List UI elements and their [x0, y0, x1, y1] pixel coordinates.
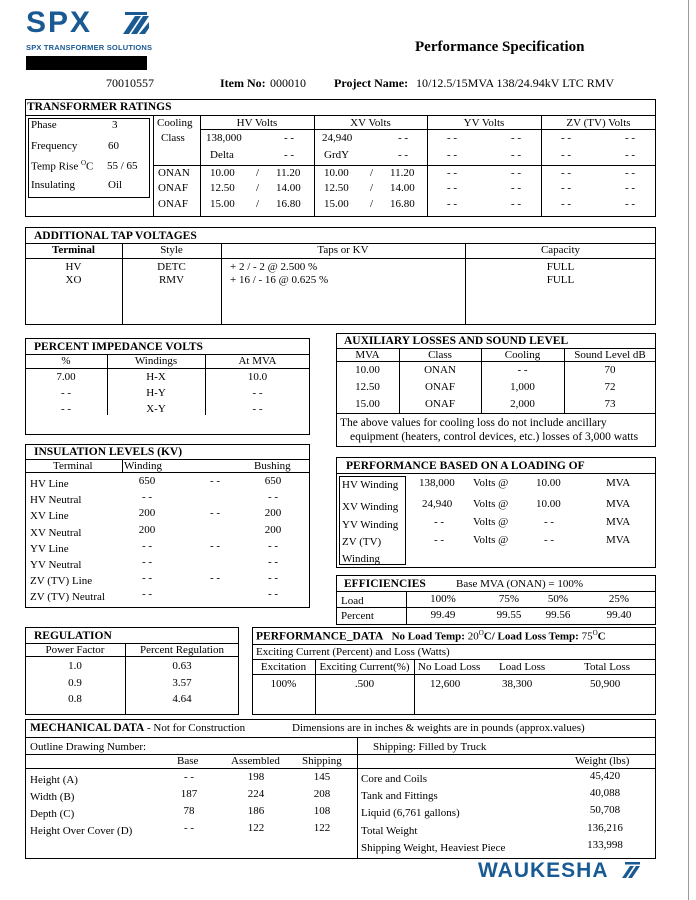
- phase-value: 3: [112, 119, 118, 131]
- aux-class-header: Class: [428, 349, 452, 361]
- eff-value: 99.40: [606, 609, 632, 621]
- hv-volts-header: HV Volts: [236, 117, 278, 129]
- aux-sound-header: Sound Level dB: [574, 349, 646, 361]
- frequency-label: Frequency: [31, 140, 78, 152]
- mech-base-header: Base: [177, 755, 199, 767]
- item-number: 000010: [270, 76, 306, 90]
- yv-volts-header: YV Volts: [463, 117, 505, 129]
- load-loss-value: 38,300: [502, 678, 533, 690]
- xv-volts-header: XV Volts: [350, 117, 391, 129]
- tap-voltages-title: ADDITIONAL TAP VOLTAGES: [34, 230, 197, 242]
- shipping-method: Shipping: Filled by Truck: [373, 741, 487, 753]
- efficiencies-base: Base MVA (ONAN) = 100%: [456, 578, 583, 590]
- aux-mva-header: MVA: [355, 349, 380, 361]
- regulation-title: REGULATION: [34, 630, 112, 642]
- eff-load: 50%: [547, 593, 569, 605]
- efficiencies-load-label: Load: [341, 595, 364, 607]
- project-name: 10/12.5/15MVA 138/24.94kV LTC RMV: [416, 76, 615, 90]
- aux-note-line2: equipment (heaters, control devices, etc.) losses of 3,000 watts: [350, 431, 639, 443]
- tap-terminal-header: Terminal: [52, 244, 95, 256]
- no-load-loss-value: 12,600: [430, 678, 461, 690]
- cooling-header: Cooling: [157, 117, 193, 129]
- mech-assembled-header: Assembled: [231, 755, 280, 767]
- loading-winding-cont: Winding: [342, 553, 381, 565]
- aux-losses-title: AUXILIARY LOSSES AND SOUND LEVEL: [344, 335, 569, 347]
- outline-drawing-label: Outline Drawing Number:: [30, 741, 147, 753]
- tap-taps-header: Taps or KV: [317, 244, 369, 256]
- waukesha-logo: WAUKESHA: [478, 859, 609, 882]
- eff-load: 25%: [608, 593, 630, 605]
- insulation-terminal-header: Terminal: [53, 460, 93, 472]
- aux-cooling-header: Cooling: [504, 349, 541, 361]
- spx-logo-mark-icon: [121, 10, 149, 36]
- hv-volts-value: 138,000: [206, 132, 242, 144]
- doc-number: 70010557: [106, 76, 154, 90]
- spx-logo: SPX: [26, 6, 93, 39]
- page-title: Performance Specification: [415, 39, 585, 55]
- performance-data-title: PERFORMANCE_DATA No Load Temp: $20^OC/$ Load Loss Temp: $75^OC$: [256, 629, 606, 643]
- spx-logo-subtitle: SPX TRANSFORMER SOLUTIONS: [26, 43, 153, 52]
- eff-load: 100%: [430, 593, 456, 605]
- tap-style-header: Style: [160, 244, 183, 256]
- mechanical-data-title: MECHANICAL DATA - Not for Construction: [30, 722, 246, 734]
- efficiencies-title: EFFICIENCIES: [344, 578, 426, 590]
- regulation-pr-header: Percent Regulation: [139, 644, 224, 656]
- excitation-header: Excitation: [260, 661, 307, 673]
- efficiencies-percent-label: Percent: [341, 610, 374, 622]
- aux-note-line1: The above values for cooling loss do not include ancillary: [340, 417, 607, 429]
- mechanical-dims-note: Dimensions are in inches & weights are in pounds (approx.values): [292, 722, 585, 734]
- transformer-ratings-title: TRANSFORMER RATINGS: [27, 101, 172, 113]
- insulating-label: Insulating: [31, 179, 75, 191]
- total-loss-header: Total Loss: [584, 661, 630, 673]
- impedance-windings-header: Windings: [134, 355, 178, 367]
- load-loss-header: Load Loss: [499, 661, 546, 673]
- mech-shipping-header: Shipping: [302, 755, 342, 767]
- performance-data-subtitle: Exciting Current (Percent) and Loss (Watts): [256, 646, 450, 658]
- mech-weight-header: Weight (lbs): [575, 755, 630, 767]
- impedance-mva-header: At MVA: [238, 355, 277, 367]
- phase-label: Phase: [31, 119, 57, 131]
- class-header: Class: [161, 132, 185, 144]
- total-loss-value: 50,900: [590, 678, 621, 690]
- zv-volts-header: ZV (TV) Volts: [566, 117, 631, 129]
- eff-value: 99.56: [545, 609, 571, 621]
- frequency-value: 60: [108, 140, 119, 152]
- regulation-pf-header: Power Factor: [45, 644, 105, 656]
- impedance-title: PERCENT IMPEDANCE VOLTS: [34, 341, 203, 353]
- xv-connection: GrdY: [324, 149, 350, 161]
- loading-title: PERFORMANCE BASED ON A LOADING OF: [346, 460, 585, 472]
- page-edge-rule: [688, 0, 689, 900]
- redacted-block: [26, 56, 147, 70]
- tap-capacity-header: Capacity: [540, 244, 581, 256]
- exciting-current-value: .500: [354, 678, 375, 690]
- waukesha-logo-mark-icon: [622, 862, 640, 878]
- insulation-title: INSULATION LEVELS (KV): [34, 446, 183, 458]
- item-label: Item No:: [220, 76, 266, 90]
- eff-value: 99.49: [430, 609, 456, 621]
- temp-rise-label: Temp Rise $^O$C: [31, 159, 94, 173]
- insulating-value: Oil: [108, 179, 123, 191]
- project-label: Project Name:: [334, 76, 409, 90]
- excitation-value: 100%: [270, 678, 297, 690]
- temp-rise-value: 55 / 65: [107, 160, 138, 172]
- impedance-pct-header: %: [61, 355, 71, 367]
- hv-connection: Delta: [210, 149, 234, 161]
- eff-load: 75%: [498, 593, 520, 605]
- insulation-winding-header: Winding: [124, 460, 163, 472]
- insulation-bushing-header: Bushing: [254, 460, 291, 472]
- exciting-current-header: Exciting Current(%): [319, 661, 410, 673]
- eff-value: 99.55: [496, 609, 522, 621]
- xv-volts-value: 24,940: [322, 132, 353, 144]
- no-load-loss-header: No Load Loss: [418, 661, 481, 673]
